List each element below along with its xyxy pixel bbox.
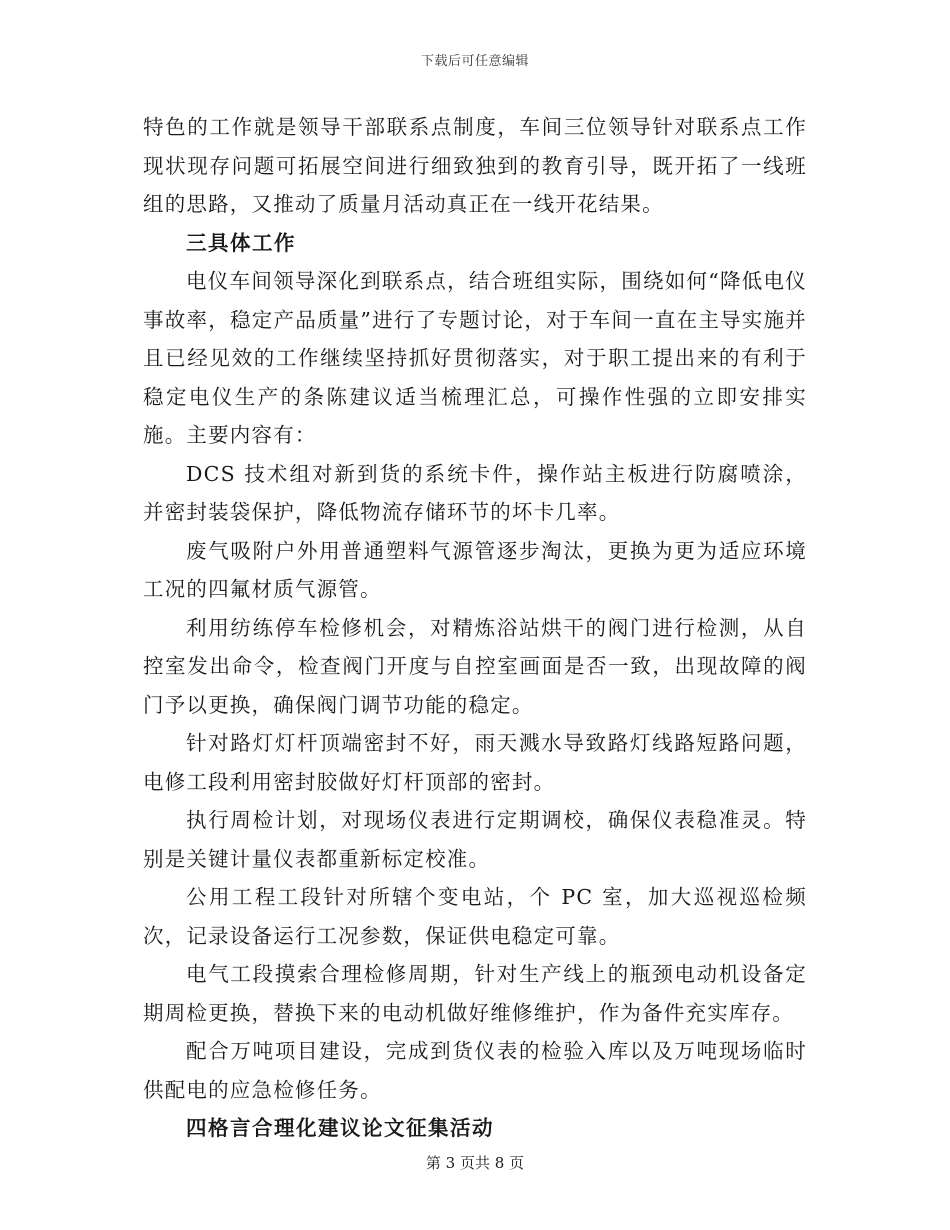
paragraph-item-valve: 利用纺练停车检修机会，对精炼浴站烘干的阀门进行检测，从自控室发出命令，检查阀门开度与自控室画面是否一致，出现故障的阀门予以更换，确保阀门调节功能的稳定。 bbox=[143, 615, 807, 717]
paragraph-continuation: 特色的工作就是领导干部联系点制度，车间三位领导针对联系点工作现状现存问题可拓展空间进行细致独到的教育引导，既开拓了一线班组的思路，又推动了质量月活动真正在一线开花结果。 bbox=[143, 115, 807, 216]
section-heading-specific-work: 三具体工作 bbox=[186, 230, 297, 255]
paragraph-item-project: 配合万吨项目建设，完成到货仪表的检验入库以及万吨现场临时供配电的应急检修任务。 bbox=[143, 1039, 807, 1102]
section-heading-suggestions: 四格言合理化建议论文征集活动 bbox=[186, 1116, 495, 1140]
paragraph-item-motor: 电气工段摸索合理检修周期，针对生产线上的瓶颈电动机设备定期周检更换，替换下来的电动机做好维修维护，作为备件充实库存。 bbox=[143, 962, 807, 1025]
paragraph-item-streetlight: 针对路灯灯杆顶端密封不好，雨天溅水导致路灯线路短路问题，电修工段利用密封胶做好灯杆顶部的密封。 bbox=[143, 731, 807, 794]
paragraph-intro: 电仪车间领导深化到联系点，结合班组实际，围绕如何“降低电仪事故率，稳定产品质量”进行了专题讨论，对于车间一直在主导实施并且已经见效的工作继续坚持抓好贯彻落实，对于职工提出来的有利于稳定电仪生产的条陈建议适当梳理汇总，可操作性强的立即安排实施。主要内容有： bbox=[143, 269, 807, 447]
paragraph-item-substation: 公用工程工段针对所辖个变电站，个 PC 室，加大巡视巡检频次，记录设备运行工况参数，保证供电稳定可靠。 bbox=[143, 885, 807, 948]
paragraph-item-gas-pipe: 废气吸附户外用普通塑料气源管逐步淘汰，更换为更为适应环境工况的四氟材质气源管。 bbox=[143, 538, 807, 601]
page-number-footer: 第 3 页共 8 页 bbox=[425, 1154, 525, 1172]
paragraph-item-calibration: 执行周检计划，对现场仪表进行定期调校，确保仪表稳准灵。特别是关键计量仪表都重新标定校准。 bbox=[143, 808, 807, 871]
document-body bbox=[143, 108, 807, 1148]
paragraph-item-dcs: DCS 技术组对新到货的系统卡件，操作站主板进行防腐喷涂，并密封装袋保护，降低物流存储环节的坏卡几率。 bbox=[143, 461, 807, 524]
page-header-note: 下载后可任意编辑 bbox=[420, 54, 529, 69]
